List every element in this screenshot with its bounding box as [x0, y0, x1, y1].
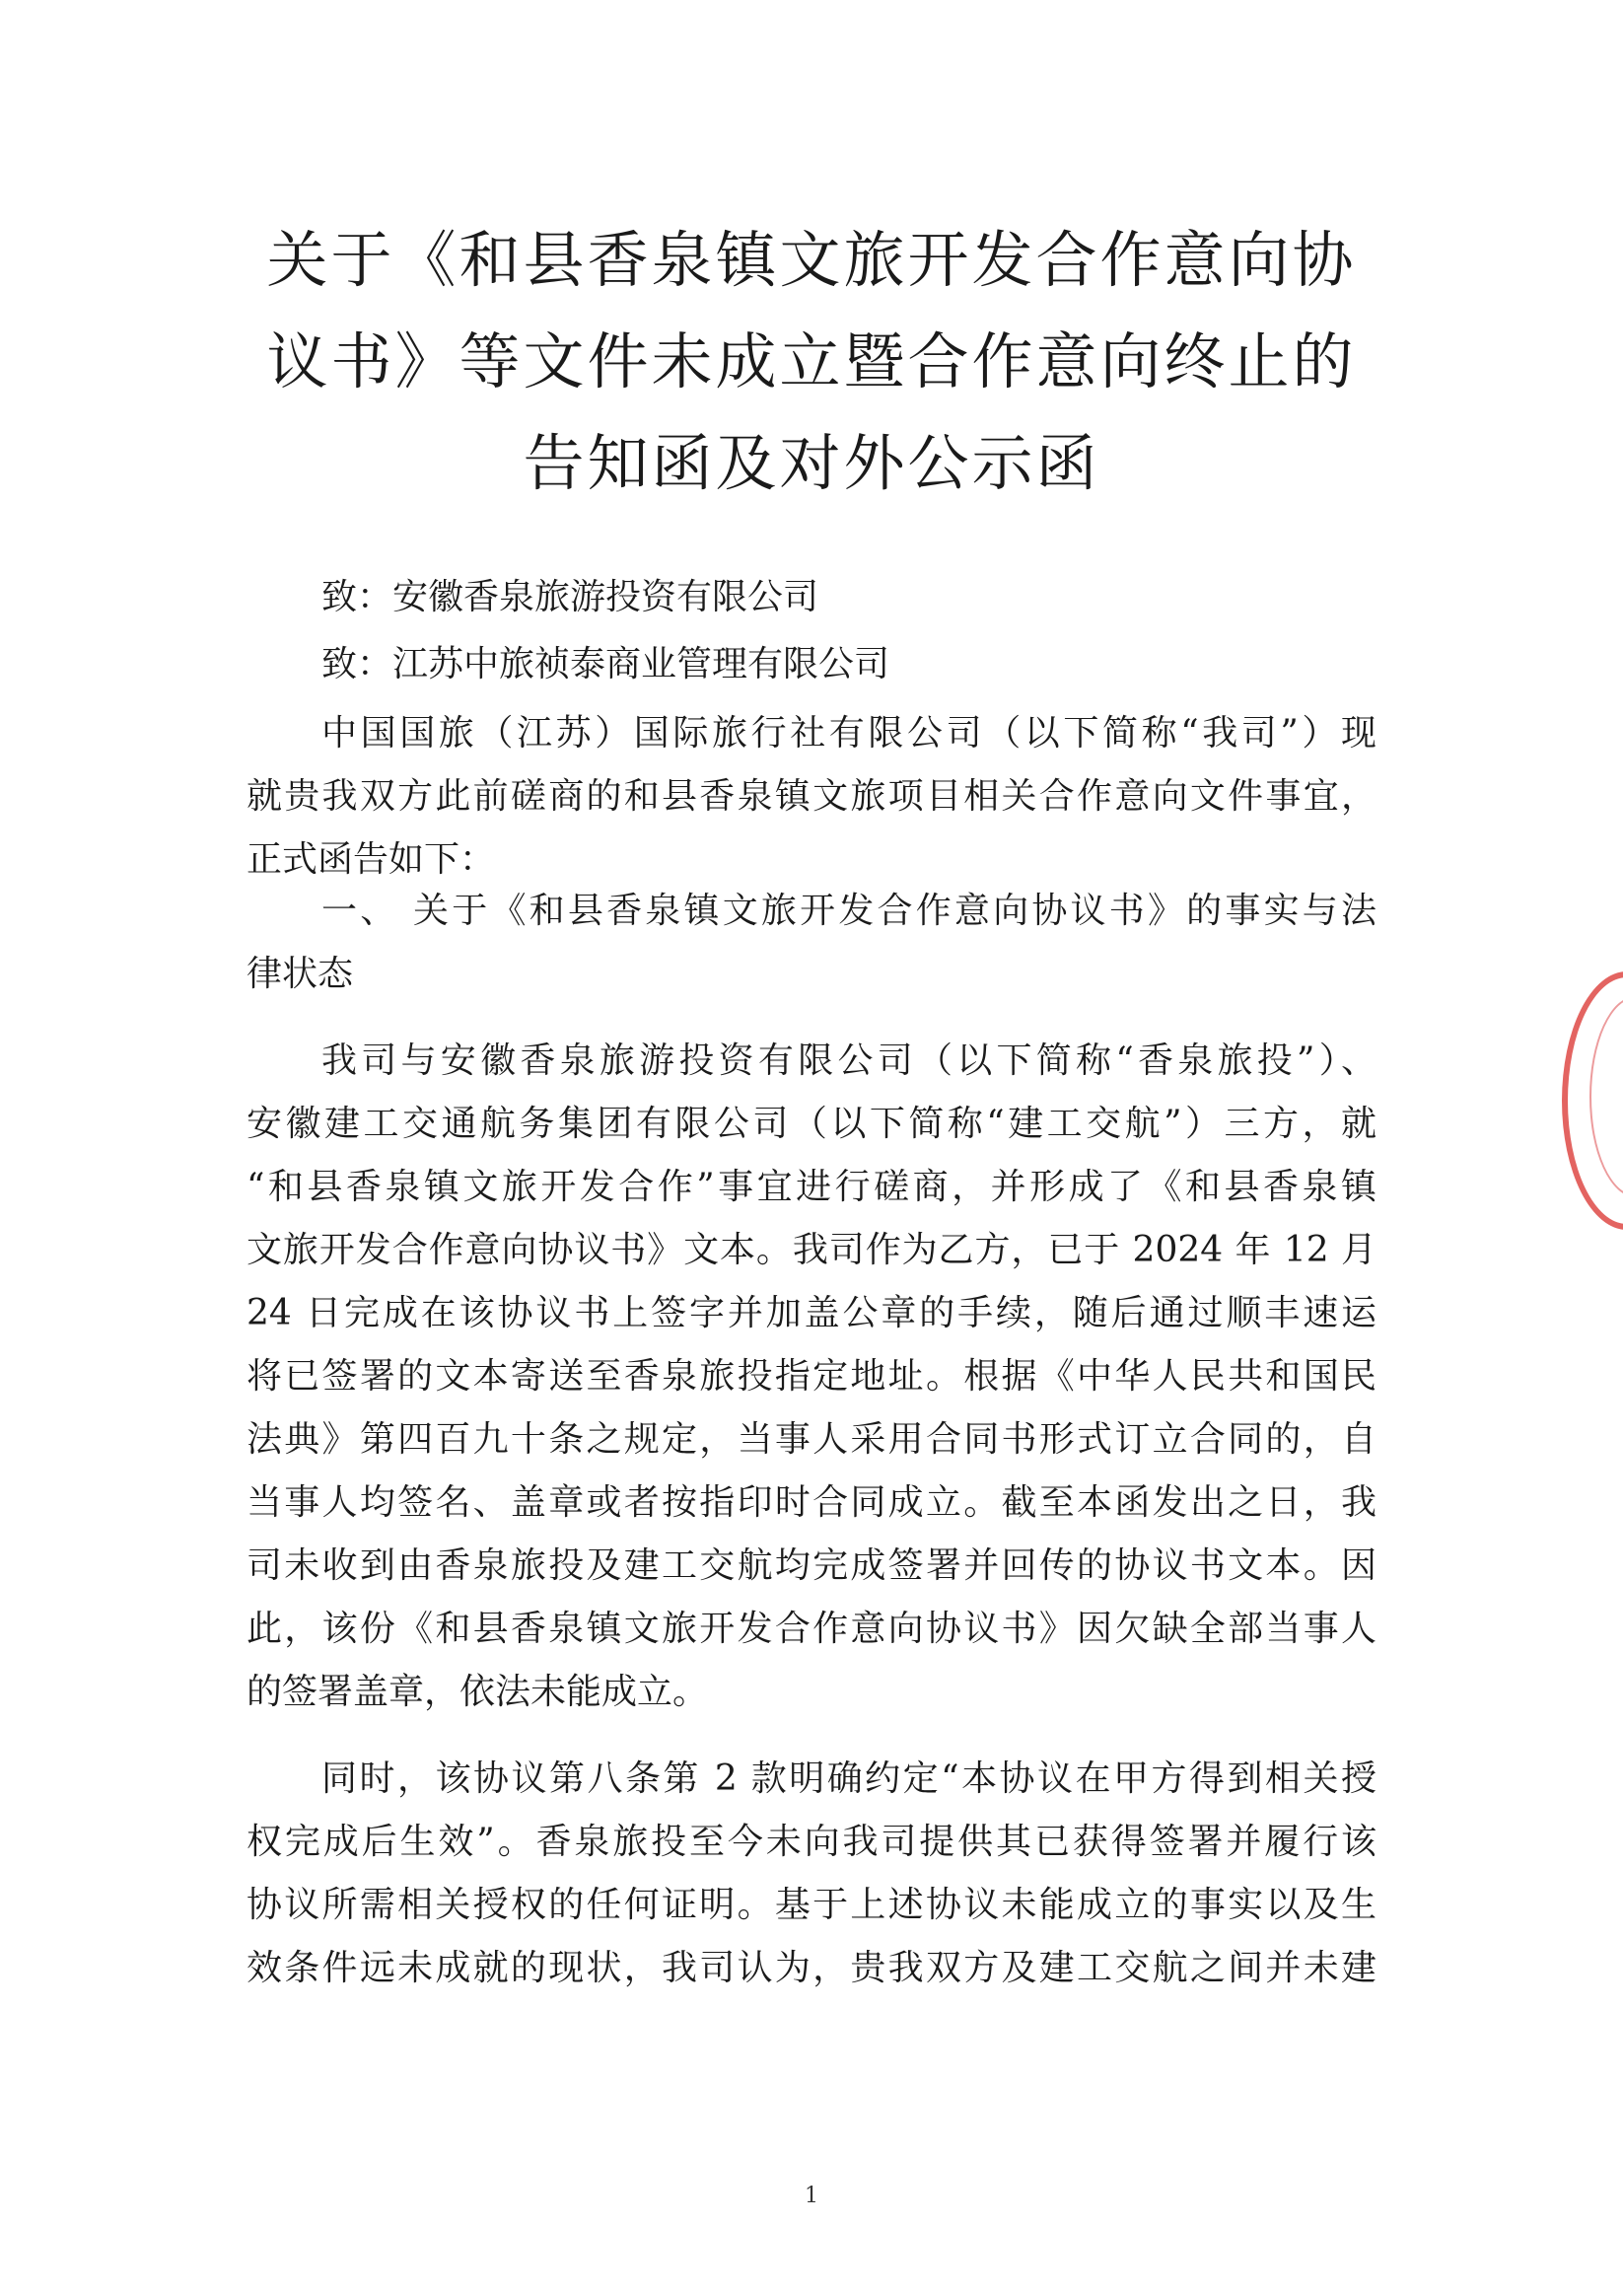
title-line: 议书》等文件未成立暨合作意向终止的 — [266, 325, 1357, 397]
title-line: 告知函及对外公示函 — [523, 427, 1100, 499]
paragraph-line: 同时，该协议第八条第 2 款明确约定“本协议在甲方得到相关授 — [321, 1758, 1376, 1799]
paragraph-line: 协议所需相关授权的任何证明。基于上述协议未能成立的事实以及生 — [247, 1885, 1376, 1925]
paragraph-line: 就贵我双方此前磋商的和县香泉镇文旅项目相关合作意向文件事宜， — [247, 776, 1376, 817]
paragraph-line: 此，该份《和县香泉镇文旅开发合作意向协议书》因欠缺全部当事人 — [247, 1609, 1376, 1649]
paragraph-line: 法典》第四百九十条之规定，当事人采用合同书形式订立合同的，自 — [247, 1419, 1376, 1460]
paragraph-line: 24 日完成在该协议书上签字并加盖公章的手续，随后通过顺丰速运 — [247, 1293, 1376, 1333]
paragraph-facts — [247, 1030, 1376, 1724]
paragraph-line: 安徽建工交通航务集团有限公司（以下简称“建工交航”）三方，就 — [247, 1104, 1376, 1144]
paragraph-line: 司未收到由香泉旅投及建工交航均完成签署并回传的协议书文本。因 — [247, 1545, 1376, 1586]
paragraph-line: “和县香泉镇文旅开发合作”事宜进行磋商，并形成了《和县香泉镇 — [247, 1167, 1376, 1207]
title-line: 关于《和县香泉镇文旅开发合作意向协 — [266, 224, 1357, 296]
paragraph-line: 将已签署的文本寄送至香泉旅投指定地址。根据《中华人民共和国民 — [247, 1356, 1376, 1397]
page-number: 1 — [805, 2184, 818, 2208]
paragraph-line: 权完成后生效”。香泉旅投至今未向我司提供其已获得签署并履行该 — [247, 1822, 1376, 1862]
paragraph-line: 当事人均签名、盖章或者按指印时合同成立。截至本函发出之日，我 — [247, 1482, 1376, 1523]
addressee-line: 致：安徽香泉旅游投资有限公司 — [321, 577, 819, 617]
document-title — [227, 209, 1396, 514]
paragraph-line: 正式函告如下： — [247, 839, 496, 880]
paragraph-line: 我司与安徽香泉旅游投资有限公司（以下简称“香泉旅投”）、 — [321, 1040, 1376, 1081]
section-heading — [247, 880, 1376, 1006]
paragraph-intro — [247, 702, 1376, 880]
paragraph-line: 中国国旅（江苏）国际旅行社有限公司（以下简称“我司”）现 — [321, 713, 1376, 753]
paragraph-line: 律状态 — [247, 954, 354, 994]
document-body — [247, 566, 1376, 2000]
paragraph-line: 一、 关于《和县香泉镇文旅开发合作意向协议书》的事实与法 — [321, 891, 1376, 931]
paragraph-line: 效条件远未成就的现状，我司认为，贵我双方及建工交航之间并未建 — [247, 1948, 1376, 1988]
paragraph-line: 的签署盖章，依法未能成立。 — [247, 1672, 709, 1712]
paragraph-line: 文旅开发合作意向协议书》文本。我司作为乙方，已于 2024 年 12 月 — [247, 1230, 1376, 1270]
addressee-line: 致：江苏中旅祯泰商业管理有限公司 — [321, 644, 890, 684]
paragraph-conditions — [247, 1748, 1376, 2000]
